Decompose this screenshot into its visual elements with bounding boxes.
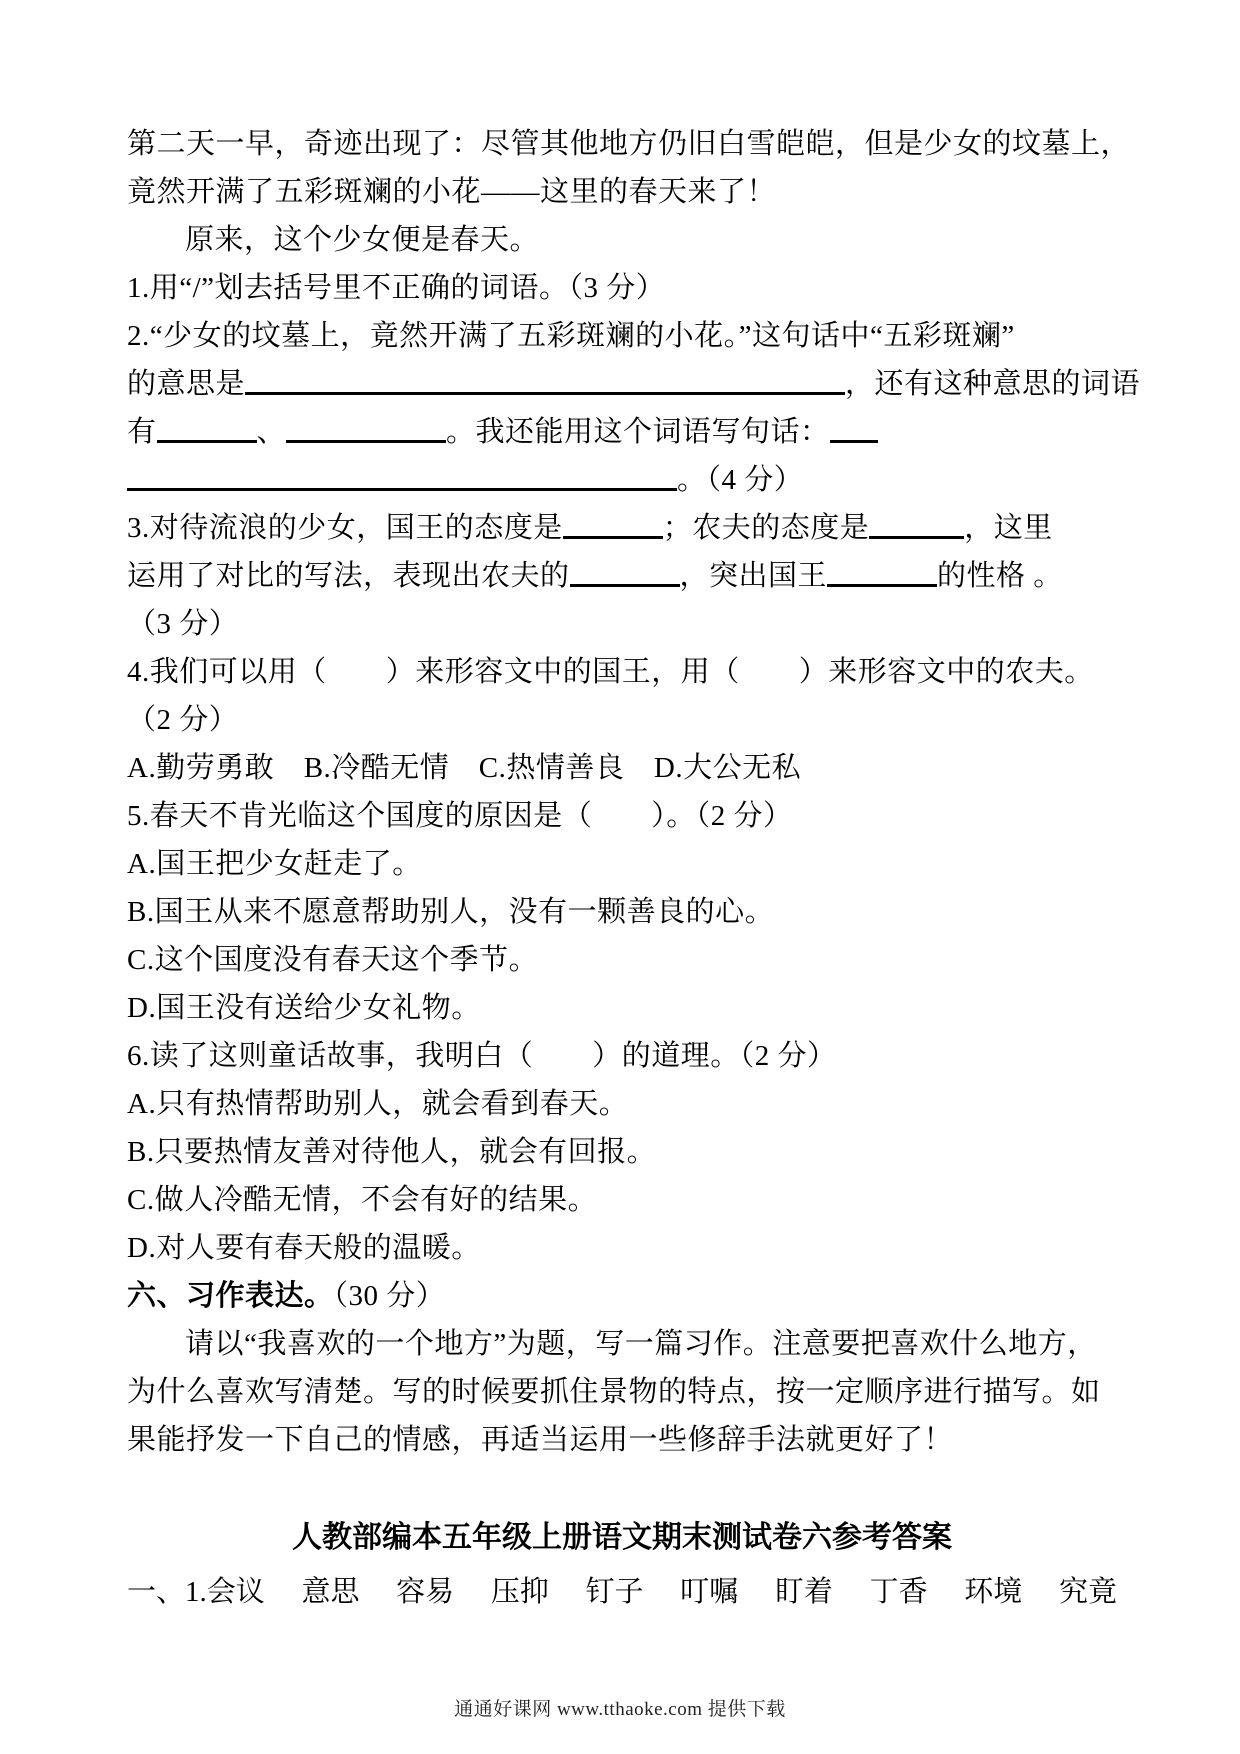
question-1 (127, 264, 1117, 312)
text-segment: 请以“我喜欢的一个地方”为题，写一篇习作。注意要把喜欢什么地方， (185, 1328, 1097, 1360)
text-segment: 1.用“/”划去括号里不正确的词语。（3 分） (127, 272, 666, 304)
text-segment: ，这里 (964, 512, 1053, 544)
text-segment: 4.我们可以用（ ）来形容文中的国王，用（ ）来形容文中的农夫。 (127, 656, 1094, 688)
fill-in-blank (830, 418, 878, 443)
fill-in-blank (570, 562, 680, 587)
question-5-option-c (127, 936, 1117, 984)
answer-item: 容易 (396, 1576, 455, 1608)
document-lines (127, 120, 1141, 1464)
text-segment: 的性格 。 (937, 560, 1063, 592)
text-segment: B.只要热情友善对待他人，就会有回报。 (127, 1136, 657, 1168)
question-3-line-2 (127, 552, 1117, 600)
fill-in-blank (869, 514, 964, 539)
question-6-option-c (127, 1176, 1117, 1224)
text-segment: 六、习作表达。 (127, 1280, 334, 1312)
answer-item: 盯着 (774, 1576, 833, 1608)
question-5 (127, 792, 1117, 840)
text-segment: A.勤劳勇敢 B.冷酷无情 C.热情善良 D.大公无私 (127, 752, 802, 784)
text-segment: 6.读了这则童话故事，我明白（ ）的道理。（2 分） (127, 1040, 837, 1072)
question-3-score (127, 600, 1117, 648)
text-segment: D.对人要有春天般的温暖。 (127, 1232, 481, 1264)
text-segment: 第二天一早，奇迹出现了：尽管其他地方仍旧白雪皑皑，但是少女的坟墓上， (127, 128, 1131, 160)
essay-prompt-line-3 (127, 1416, 1117, 1464)
text-segment: ，突出国王 (679, 560, 828, 592)
answer-item: 钉子 (585, 1576, 644, 1608)
text-segment: C.做人冷酷无情，不会有好的结果。 (127, 1184, 598, 1216)
text-segment: 竟然开满了五彩斑斓的小花——这里的春天来了！ (127, 176, 777, 208)
text-segment: （30 分） (333, 1280, 446, 1312)
question-2-line-2 (127, 360, 1141, 408)
document-body (127, 120, 1141, 1616)
text-segment: 。（4 分） (677, 464, 804, 496)
question-6-option-b (127, 1128, 1117, 1176)
page-footer: 通通好课网 www.tthaoke.com 提供下载 (454, 1699, 786, 1720)
text-segment: 5.春天不肯光临这个国度的原因是（ ）。（2 分） (127, 800, 793, 832)
question-5-option-d (127, 984, 1117, 1032)
question-4-score (127, 696, 1117, 744)
text-segment: 果能抒发一下自己的情感，再适当运用一些修辞手法就更好了！ (127, 1424, 954, 1456)
fill-in-blank (286, 418, 446, 443)
text-segment: 有 (127, 416, 157, 448)
answer-item: 一、1.会议 (127, 1576, 265, 1608)
answer-item: 丁香 (869, 1576, 928, 1608)
story-line-2 (127, 168, 1117, 216)
text-segment: 2.“少女的坟墓上，竟然开满了五彩斑斓的小花。”这句话中“五彩斑斓” (127, 320, 1015, 352)
question-2-line-1 (127, 312, 1117, 360)
text-segment: A.国王把少女赶走了。 (127, 848, 422, 880)
fill-in-blank (245, 370, 845, 395)
answer-item: 压抑 (490, 1576, 549, 1608)
story-line-1 (127, 120, 1131, 168)
text-segment: 、 (256, 416, 287, 448)
text-segment: 原来，这个少女便是春天。 (185, 224, 540, 256)
question-2-line-3 (127, 408, 1117, 456)
fill-in-blank (127, 466, 677, 491)
text-segment: 3.对待流浪的少女，国王的态度是 (127, 512, 563, 544)
text-segment: A.只有热情帮助别人，就会看到春天。 (127, 1088, 629, 1120)
question-3-line-1 (127, 504, 1117, 552)
question-4-options (127, 744, 1117, 792)
answer-key-line (127, 1568, 1117, 1616)
fill-in-blank (827, 562, 937, 587)
answer-item: 意思 (301, 1576, 360, 1608)
question-4-line-1 (127, 648, 1117, 696)
text-segment: C.这个国度没有春天这个季节。 (127, 944, 539, 976)
section-6-header (127, 1272, 1117, 1320)
text-segment: ，还有这种意思的词语 (845, 368, 1141, 400)
question-5-option-a (127, 840, 1117, 888)
text-segment: D.国王没有送给少女礼物。 (127, 992, 481, 1024)
text-segment: 的意思是 (127, 368, 246, 400)
question-5-option-b (127, 888, 1117, 936)
essay-prompt-line-1 (127, 1320, 1117, 1368)
question-6-option-d (127, 1224, 1117, 1272)
text-segment: B.国王从来不愿意帮助别人，没有一颗善良的心。 (127, 896, 775, 928)
text-segment: ；农夫的态度是 (662, 512, 870, 544)
text-segment: 。我还能用这个词语写句话： (446, 416, 830, 448)
text-segment: 为什么喜欢写清楚。写的时候要抓住景物的特点，按一定顺序进行描写。如 (127, 1376, 1101, 1408)
text-segment: （2 分） (127, 704, 239, 736)
text-segment: （3 分） (127, 608, 239, 640)
fill-in-blank (563, 514, 663, 539)
answer-key-heading: 人教部编本五年级上册语文期末测试卷六参考答案 (292, 1521, 952, 1554)
essay-prompt-line-2 (127, 1368, 1117, 1416)
story-line-3 (127, 216, 1117, 264)
answer-item: 究竟 (1058, 1576, 1117, 1608)
answer-item: 叮嘱 (680, 1576, 739, 1608)
question-6 (127, 1032, 1117, 1080)
question-6-option-a (127, 1080, 1117, 1128)
text-segment: 运用了对比的写法，表现出农夫的 (127, 560, 570, 592)
question-2-line-4 (127, 456, 1117, 504)
answer-item: 环境 (964, 1576, 1023, 1608)
fill-in-blank (157, 418, 257, 443)
